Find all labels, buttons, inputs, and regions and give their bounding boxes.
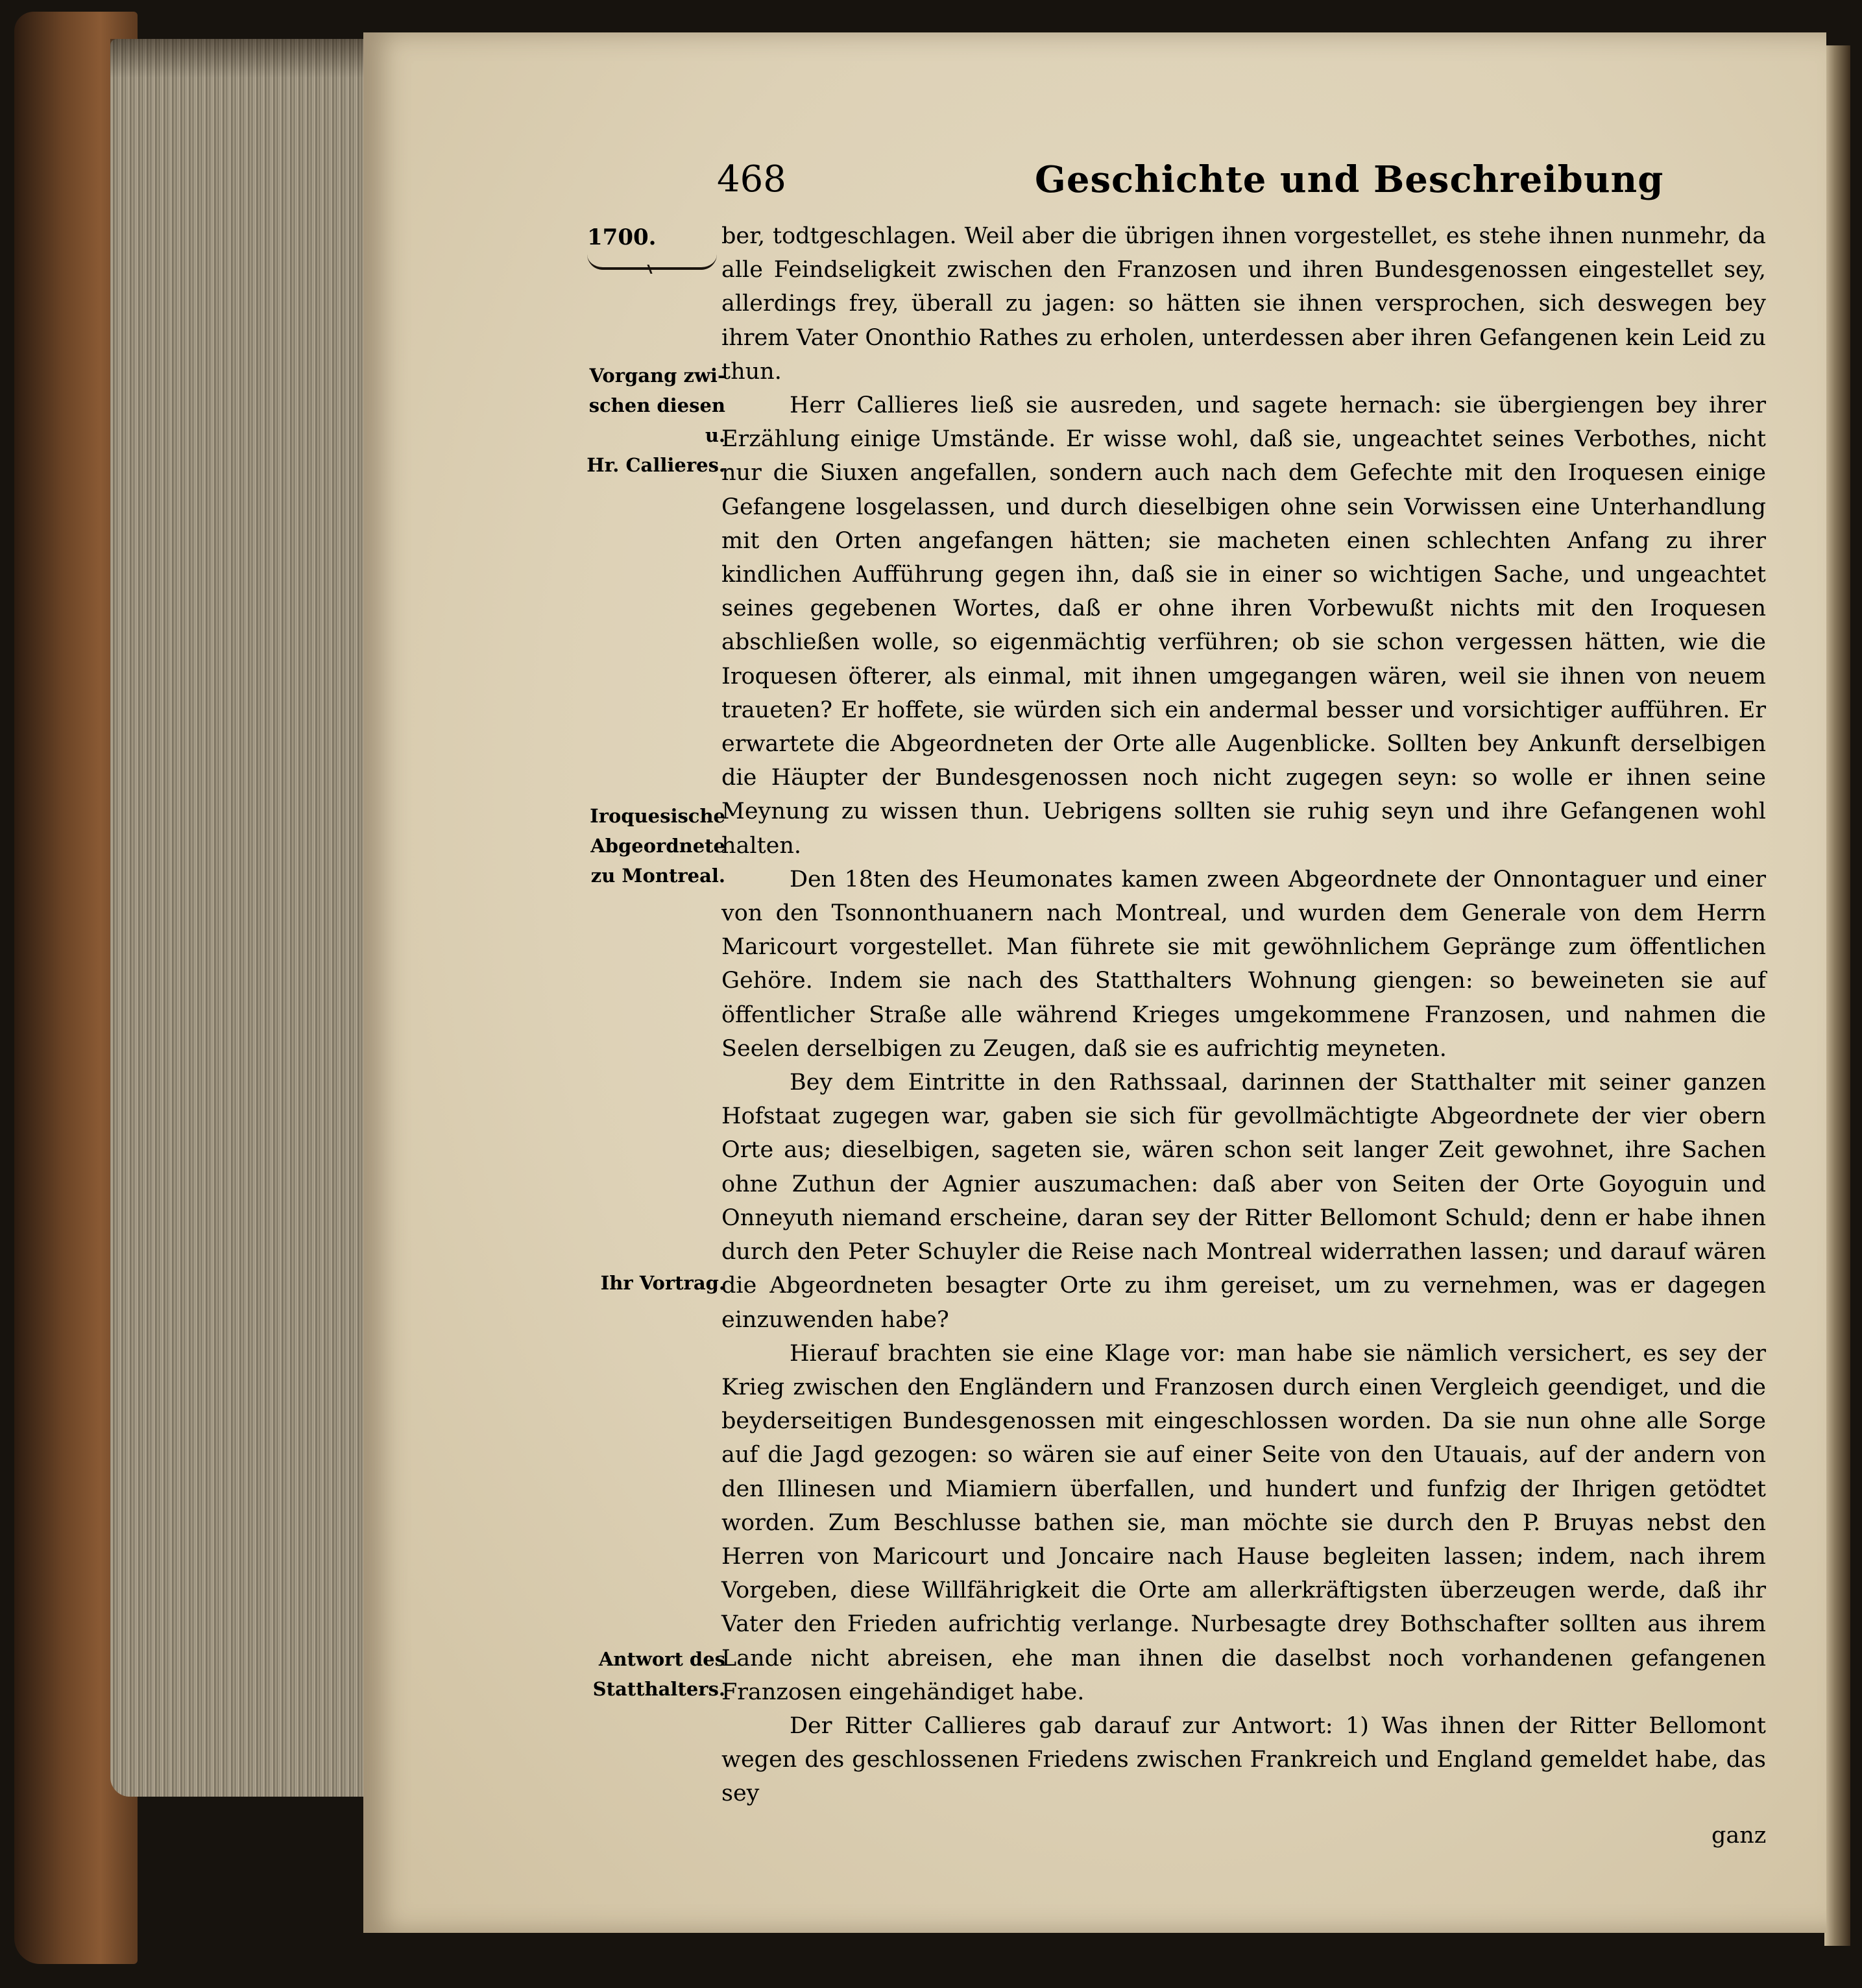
paragraph: Bey dem Eintritte in den Rathssaal, darinnen der Statthalter mit seiner ganzen Hofstaat zugegen war, gaben sie sich für gevollmächtigte Abgeordnete der vier obern Orte aus; dieselbigen, sageten sie, wären schon seit langer Zeit gewohnet, ihre Sachen ohne Zuthun der Agnier auszumachen: daß aber von Seiten der Orte Goyoguin und Onneyuth niemand erscheine, daran sey der Ritter Bellomont Schuld; denn er habe ihnen durch den Peter Schuyler die Reise nach Montreal widerrathen lassen; und darauf wären die Abgeordneten besagter Orte zu ihm gereiset, um zu vernehmen, was er dagegen einzuwenden habe?: [721, 1070, 1766, 1333]
paragraph: Der Ritter Callieres gab darauf zur Antwort: 1) Was ihnen der Ritter Bellomont wegen des geschlossenen Friedens zwischen Frankreich und England gemeldet habe, das sey: [721, 1712, 1766, 1807]
margin-note-vorgang: Vorgang zwi- schen diesen u. Hr. Callieres.: [586, 365, 725, 476]
margin-note-vortrag: Ihr Vortrag.: [600, 1272, 725, 1294]
paragraph: Hierauf brachten sie eine Klage vor: man habe sie nämlich versichert, es sey der Krieg zwischen den Engländern und Franzosen durch einen Vergleich geendiget, und die beyderseitigen Bundesgenossen mit eingeschlossen worden. Da sie nun ohne alle Sorge auf die Jagd gezogen: so wären sie auf einer Seite von den Utauais, auf der andern von den Illinesen und Miamiern überfallen, und hundert und funfzig der Ihrigen getödtet worden. Zum Beschlusse bathen sie, man möchte sie durch den P. Bruyas nebst den Herren von Maricourt und Joncaire nach Hause begleiten lassen; indem, nach ihrem Vorgeben, diese Willfährigkeit die Orte am allerkräftigsten überzeugen werde, daß ihr Vater den Frieden aufrichtig verlange. Nurbesagte drey Bothschafter sollten aus ihrem Lande nicht abreisen, ehe man ihnen die daselbst noch vorhandenen gefangenen Franzosen eingehändiget habe.: [721, 1340, 1766, 1705]
paragraph: Den 18ten des Heumonates kamen zween Abgeordnete der Onnontaguer und einer von den Tsonnonthuanern nach Montreal, und wurden dem Generale von dem Herrn Maricourt vorgestellet. Man führete sie mit gewöhnlichem Gepränge zum öffentlichen Gehöre. Indem sie nach des Statthalters Wohnung giengen: so beweineten sie auf öffentlicher Straße alle während Krieges umgekommene Franzosen, und nahmen die Seelen derselbigen zu Zeugen, daß sie es aufrichtig meyneten.: [721, 866, 1766, 1062]
margin-note-abgeordnete: Iroquesische Abgeordnete zu Montreal.: [590, 805, 725, 887]
body-text: [721, 219, 1766, 1811]
margin-year: 1700.: [587, 224, 657, 250]
margin-note-antwort: Antwort des Statthalters.: [592, 1648, 725, 1700]
running-title: Geschichte und Beschreibung: [1035, 158, 1664, 201]
page-edges-stack: [110, 39, 370, 1797]
page-number: 468: [717, 158, 786, 200]
page-edges-shadow: [110, 39, 370, 78]
catchword: ganz: [1711, 1823, 1767, 1849]
facing-page-edge: [1824, 45, 1850, 1946]
paragraph: ber, todtgeschlagen. Weil aber die übrigen ihnen vorgestellet, es stehe ihnen nunmehr, da alle Feindseligkeit zwischen den Franzosen und ihren Bundesgenossen eingestellet sey, allerdings frey, überall zu jagen: so hätten sie ihnen versprochen, sich deswegen bey ihrem Vater Ononthio Rathes zu erholen, unterdessen aber ihren Gefangenen kein Leid zu thun.: [721, 223, 1766, 385]
paragraph: Herr Callieres ließ sie ausreden, und sagete hernach: sie übergiengen bey ihrer Erzählung einige Umstände. Er wisse wohl, daß sie, ungeachtet seines Verbothes, nicht nur die Siuxen angefallen, sondern auch nach dem Gefechte mit den Iroquesen einige Gefangene losgelassen, und durch dieselbigen ohne sein Vorwissen eine Unterhandlung mit den Orten angefangen hätten; sie macheten einen schlechten Anfang zu ihrer kindlichen Aufführung gegen ihn, daß sie in einer so wichtigen Sache, und ungeachtet seines gegebenen Wortes, daß er ohne ihren Vorbewußt nichts mit den Iroquesen abschließen wolle, so eigenmächtig verführen; ob sie schon vergessen hätten, wie die Iroquesen öfterer, als einmal, mit ihnen umgegangen wären, weil sie ihnen von neuem traueten? Er hoffete, sie würden sich ein andermal besser und vorsichtiger aufführen. Er erwartete die Abgeordneten der Orte alle Augenblicke. Sollten bey Ankunft derselbigen die Häupter der Bundesgenossen noch nicht zugegen seyn: so wolle er ihnen seine Meynung zu wissen thun. Uebrigens sollten sie ruhig seyn und ihre Gefangenen wohl halten.: [721, 392, 1766, 859]
page-header: [717, 150, 1755, 209]
